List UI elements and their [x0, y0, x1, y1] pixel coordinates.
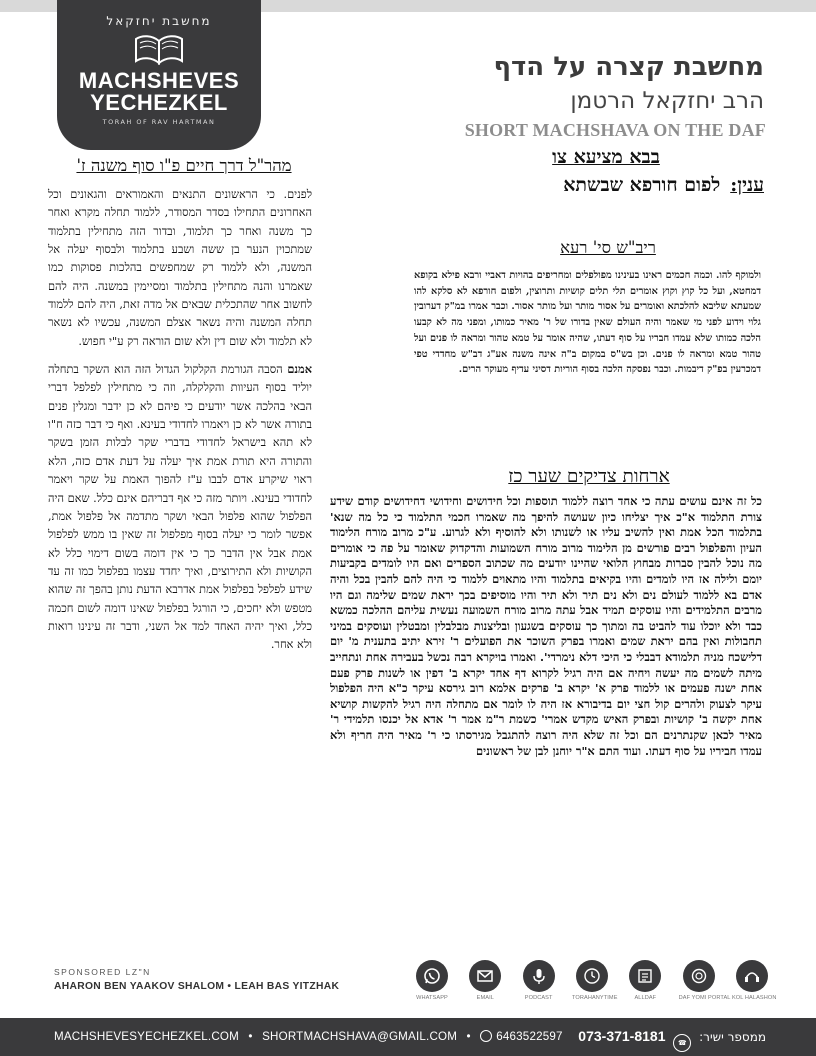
subject-text: לפום חורפא שבשתא: [563, 174, 721, 196]
logo-tagline: TORAH OF RAV HARTMAN: [102, 118, 216, 126]
icon-kolhalashon[interactable]: [731, 960, 777, 1008]
logo[interactable]: [57, 0, 261, 150]
icon-caption: PODCAST: [524, 995, 553, 1001]
icon-caption: EMAIL: [476, 995, 494, 1001]
separator: •: [466, 1030, 471, 1043]
dafyomiportal-icon[interactable]: [683, 960, 715, 992]
masechet-title: בבא מציעא צו: [552, 146, 660, 168]
icon-caption: KOL HALASHON: [731, 995, 777, 1001]
page-title-hebrew: מחשבת קצרה על הדף: [493, 52, 764, 82]
sponsor-names: AHARON BEN YAAKOV SHALOM • LEAH BAS YITZHAK: [54, 981, 340, 992]
alldaf-icon[interactable]: [629, 960, 661, 992]
author-hebrew: הרב יחזקאל הרטמן: [570, 88, 764, 114]
platform-icons: [412, 960, 777, 1008]
whatsapp-number[interactable]: 6463522597: [496, 1030, 563, 1043]
whatsapp-icon[interactable]: [416, 960, 448, 992]
icon-dafyomiportal[interactable]: [678, 960, 731, 1008]
torah-hotline-icon: ☎: [673, 1034, 691, 1052]
icon-email[interactable]: [465, 960, 505, 1008]
maharal-heading: מהר"ל דרך חיים פ"ו סוף משנה ז': [76, 156, 292, 175]
torahanytime-icon[interactable]: [576, 960, 608, 992]
open-book-icon: [134, 33, 184, 65]
icon-torahanytime[interactable]: [571, 960, 618, 1008]
maharal-paragraph-1: לפנים. כי הראשונים התנאים והאמוראים והגאונים וכל האחרונים התחילו בסדר המסודר, ללמוד תחלה מקרא ואחר כך משנה ואחר כך תלמוד, ובדור הזה מתחילין בתלמוד שמתכוין הנער בן ששה ושבע בתלמוד ולבסוף יעלה אל המשנה, ולא ללמוד רק שמחפשים בהלכות פסוקות כמו שאמרנו והנה מתחילין בתלמוד ומסיימין במשנה. היה להם לחשוב אחר שהתכלית שבאים אל מדה זאת, היה להם ללמוד תחלה המשנה והיה נשאר אצלם המשנה, עכשיו לא נשאר לא תלמוד ולא שום דין ולא שום הוראה רק ע"י חפוש.: [48, 188, 312, 348]
footer-contacts: [54, 1030, 563, 1043]
website-link[interactable]: MACHSHEVESYECHEZKEL.COM: [54, 1030, 239, 1043]
logo-name-line1: MACHSHEVES: [78, 68, 240, 93]
icon-whatsapp[interactable]: [412, 960, 452, 1008]
phone-number[interactable]: 073-371-8181: [578, 1028, 666, 1044]
rivash-text: ולמוקף להו. וכמה חכמים ראינו בעינינו מפולפלים ומחריפים בהויות דאביי ורבא פילא בקופא דמחטא, ועל כל קוץ וקוץ אומרים תלי תלים קושיות ותרוצין, ולפום חורפא לא סלקא להו שמעתא שליבא להלכתא ואומרים על אסור מותר ועל מותר אסור. וכבר אמרו במ"ק דערובין גלוי וידוע לפני מי שאמר והיה העולם שאין בדורו של ר' מאיר כמותו, ומפני מה לא קבעו הלכה כמותו שלא עמדו חבריו על סוף דעתו, שהיה אומר על טמא טהור ומראה לו פנים ועל טהור טמא ומראה לו פנים. וכן בש"ס במקום ב"ה אינה משנה אע"ג דב"ש מחדדי טפי דמכרעין בפ"ק דיבמות. וכבר נפסקה הלכה בסוף הוריות דסיני עדיף מעוקר הרים.: [414, 270, 761, 376]
icon-caption: WHATSAPP: [416, 995, 448, 1001]
orchos-tzaddikim-text: כל זה אינם עושים עתה כי אחד רוצה ללמוד תוספות וכל חידושים וחידושי דחידושים קודם שידע צורת התלמוד א"כ איך יצליחו כיון שעושה להיפך מה שאמרו חכמי התלמוד כי כל מה שנא' בתלמוד הכל אמת ואין להשיב עליו או לשנותו ולא להוסיף ולא לגרוע. ע"כ מרוב מורח הלימוד העיון והפלפול רבים פורשים מן הלימוד מרוב מורח השמועות והדקדוק שאומר על פה כי אומרים מה נוכל להבין סברות מבחוץ הלואי שהיינו יודעים מה שכתוב הספרים ואם היו לומדים בקביעות יומם ולילה אז היו לומדים והיו בקיאים בתלמוד והיו מתאוים ללמוד כי היה להם להבין בכל והיה אדם בא ללמוד לעולם נים ולא נים תיר ולא תיר והיו מוסיפים בכך יראת שמים שלימה וגם היו מרבים התלמידים והיו עוסקים תמיד אבל עתה מרוב מורח השמועה נעשית עליהם ההלכה כמשא כבד ולא יוכלו עוד להביט בה ומתוך כך עוסקים בשגעון ובליצנות מבלבלין ומבטלין ועוסקים במיני תחבולות ואין בהם יראת שמים ואמרו בפרק השוכר את הפועלים ר' זירא יתיב בתענית מ' יום דלישכח מניה תלמודא דבבלי כי היכי דלא נימרדי'. ואמרו בויקרא רבה נכשל בעבירה אחת ונתחייב מיתה לשמים מה יעשה ויחיה אם היה רגיל לקרוא דף אחד יקרא ב' דפין או לשנות פרק פעם אחת ישנה פעמים או ללמוד פרק א' יקרא ב' פרקים אלמא רוב גירסא עיקר כ"א היה הפלפול עיקר לצעוק ולהרים קול חצי יום בדיבורא אז היה לו לומר אם מתחלה היה רגיל להקשות קושיא אחת יקשה ב' קושיות ובפרק האיש מקדש אמרי' כשמת ר"מ אמר ר' אדא אל יכנסו תלמידי ר' מאיר לכאן שקנתרנים הם וכל זה שלא היה רוצה להתגבל מגירסתו כי ר' מאיר היה חריף ולא עמדו חביריו על סוף דעתו. ועוד התם א"ר יוחנן לבן של ראשונים: [330, 494, 762, 758]
logo-hebrew: מחשבת יחזקאל: [106, 14, 212, 28]
footer-bar: [0, 1018, 816, 1056]
page-title-english: SHORT MACHSHAVA ON THE DAF: [464, 120, 766, 140]
subject-label: ענין:: [730, 174, 764, 196]
sponsor-label: SPONSORED LZ"N: [54, 967, 151, 977]
icon-caption: DAF YOMI PORTAL: [678, 995, 731, 1001]
kolhalashon-icon[interactable]: [736, 960, 768, 992]
maharal-paragraph-2: [48, 360, 312, 655]
icon-caption: TORAHANYTIME: [571, 995, 618, 1001]
email-link[interactable]: SHORTMACHSHAVA@GMAIL.COM: [262, 1030, 458, 1043]
icon-alldaf[interactable]: [625, 960, 665, 1008]
email-icon[interactable]: [469, 960, 501, 992]
maharal-paragraph-2-lead: אמנם: [287, 362, 312, 377]
logo-name-line2: YECHEZKEL: [90, 90, 228, 115]
maharal-paragraph-2-body: הסבה הגורמת הקלקול הגדול הזה הוא השקר בתחלה יוליד בסוף העיוות והקלקלה, וזה כי מתחילין לפלפל דברי הבאי בהלכה אשר יודעים כי פיהם לא כן ידבר ומגלין פנים בתורה אשר לא כן ויאמרו לחדודי בעינא. ואף כי דבר כזה ח"ו לא תהא בישראל לחדודי בדברי שקר לבלות הזמן בשקר והתורה היא תורת אמת איך יעלה על דעת אדם כזה, הלא ראוי שיקרע אדם לבבו ע"ז להפוך האמת על שקר ויאמר לחדודי בעינא. ויותר מזה כי אף דבריהם אינם כלל. שאם היה הפלפול שהוא פלפול הבאי ושקר מתדמה אל פלפול אמת, אפשר לומר כי יעלה בסוף מפלפול זה שאין בו ממש לפלפול אמת אבל אין הדבר כך כי אין דומה בשום דימוי כלל לא הקושיות ולא התירוצים, ואיך יחדד עצמו בפלפול כמו זה עד שידע לפלפל בפלפול אמת אדרבא הדעת נותן בהפך זה שהוא מטפש ולא יחכים, כי הורגל בפלפול שאינו דומה לשום חכמה כלל, ואיך יהיה האחד למד אל השני, ודבר זה עינינו רואות ולא אחר.: [48, 363, 312, 652]
maharal-text: [48, 186, 312, 655]
phone-label: ממספר ישיר:: [699, 1030, 766, 1044]
orchos-tzaddikim-heading: ארחות צדיקים שער כז: [508, 466, 670, 487]
phone-line: [578, 1028, 766, 1052]
separator: •: [248, 1030, 253, 1043]
logo-name: [57, 70, 261, 114]
subject-line: [563, 174, 764, 197]
podcast-icon[interactable]: [523, 960, 555, 992]
icon-caption: ALLDAF: [634, 995, 657, 1001]
icon-podcast[interactable]: [519, 960, 559, 1008]
rivash-heading: ריב"ש סי' רעא: [560, 238, 656, 257]
whatsapp-small-icon: [480, 1030, 492, 1042]
